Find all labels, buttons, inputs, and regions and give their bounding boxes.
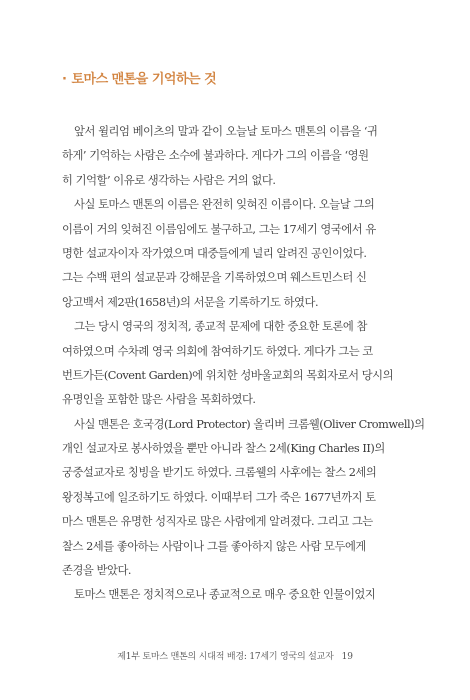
text-line: 존경을 받았다. <box>62 564 132 578</box>
page-footer <box>0 649 470 662</box>
text-line: 사실 토마스 맨톤의 이름은 완전히 잊혀진 이름이다. 오늘날 그의 <box>74 198 375 212</box>
body-text <box>62 120 428 608</box>
text-line: 유명인을 포함한 많은 사람을 목회하였다. <box>62 393 256 407</box>
text-line: 찰스 2세를 좋아하는 사람이나 그를 좋아하지 않은 사람 모두에게 <box>62 539 366 553</box>
text-line: 이름이 거의 잊혀진 이름임에도 불구하고, 그는 17세기 영국에서 유 <box>62 222 376 236</box>
running-head: 제1부 토마스 맨톤의 시대적 배경: 17세기 영국의 설교자 <box>117 652 334 662</box>
text-line: 앞서 윌리엄 베이츠의 말과 같이 오늘날 토마스 맨톤의 이름을 ‘귀 <box>74 125 378 138</box>
text-line: 번트가든(Covent Garden)에 위치한 성바울교회의 목회자로서 당시의 <box>62 368 394 382</box>
text-line: 사실 맨톤은 호국경(Lord Protector) 올리버 크롬웰(Oliver Cromwell)의 <box>74 417 425 431</box>
heading-title: 토마스 맨톤을 기억하는 것 <box>71 72 217 87</box>
heading-bullet: · <box>62 72 67 87</box>
text-line: 히 기억할’ 이유로 생각하는 사람은 거의 없다. <box>62 173 276 187</box>
text-line: 그는 당시 영국의 정치적, 종교적 문제에 대한 중요한 토론에 참 <box>74 320 367 334</box>
text-line: 앙고백서 제2판(1658년)의 서문을 기록하기도 하였다. <box>62 295 319 309</box>
text-line: 개인 설교자로 봉사하였을 뿐만 아니라 찰스 2세(King Charles II)의 <box>62 442 385 456</box>
page-number: 19 <box>341 652 353 662</box>
section-heading <box>62 68 216 87</box>
text-line: 왕정복고에 일조하기도 하였다. 이때부터 그가 죽은 1677년까지 토 <box>62 490 376 504</box>
text-line: 그는 수백 편의 설교문과 강해문을 기록하였으며 웨스트민스터 신 <box>62 271 367 285</box>
text-line: 하게’ 기억하는 사람은 소수에 불과하다. 게다가 그의 이름을 ‘영원 <box>62 149 369 163</box>
text-line: 궁중설교자로 칭빙을 받기도 하였다. 크롬웰의 사후에는 찰스 2세의 <box>62 466 377 480</box>
text-line: 마스 맨톤은 유명한 성직자로 많은 사람에게 알려졌다. 그리고 그는 <box>62 515 373 529</box>
text-line: 여하였으며 수차례 영국 의회에 참여하기도 하였다. 게다가 그는 코 <box>62 344 373 358</box>
text-line: 토마스 맨톤은 정치적으로나 종교적으로 매우 중요한 인물이었지 <box>74 588 376 602</box>
text-line: 명한 설교자이자 작가였으며 대중들에게 널리 알려진 공인이었다. <box>62 246 367 260</box>
